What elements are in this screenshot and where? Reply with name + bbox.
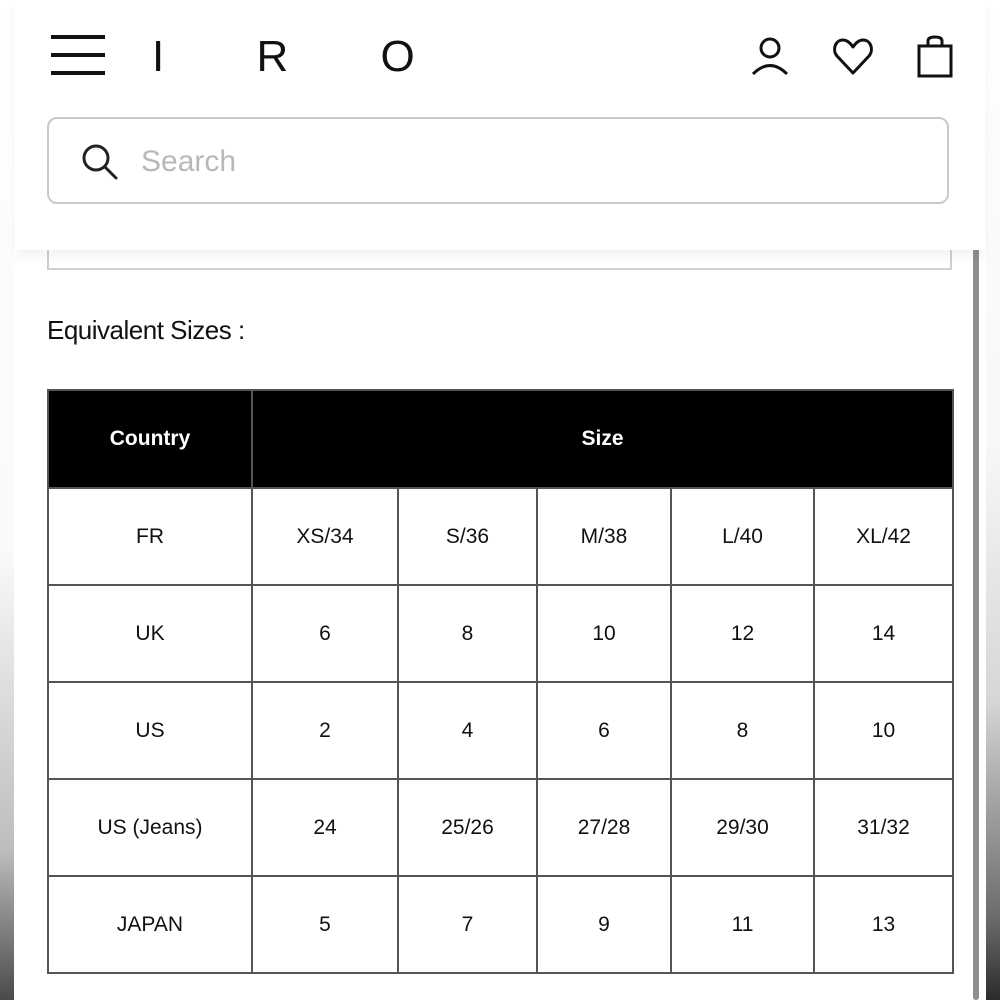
size-cell: L/40 bbox=[671, 488, 814, 585]
size-cell: 7 bbox=[398, 876, 537, 973]
size-cell: XL/42 bbox=[814, 488, 953, 585]
hamburger-menu-icon[interactable] bbox=[51, 35, 105, 77]
country-column-header: Country bbox=[48, 390, 252, 488]
size-cell: 29/30 bbox=[671, 779, 814, 876]
size-cell: 4 bbox=[398, 682, 537, 779]
size-cell: XS/34 bbox=[252, 488, 398, 585]
size-cell: S/36 bbox=[398, 488, 537, 585]
heart-icon[interactable] bbox=[831, 35, 875, 79]
country-cell: JAPAN bbox=[48, 876, 252, 973]
table-header-row bbox=[48, 390, 953, 488]
search-bar[interactable] bbox=[47, 117, 949, 204]
country-cell: UK bbox=[48, 585, 252, 682]
shopping-bag-icon[interactable] bbox=[913, 35, 957, 79]
size-cell: 12 bbox=[671, 585, 814, 682]
size-cell: 24 bbox=[252, 779, 398, 876]
size-cell: 13 bbox=[814, 876, 953, 973]
table-row bbox=[48, 779, 953, 876]
size-cell: 9 bbox=[537, 876, 671, 973]
search-input[interactable] bbox=[139, 137, 903, 187]
size-table bbox=[47, 389, 954, 974]
search-icon[interactable] bbox=[81, 143, 121, 183]
size-cell: 6 bbox=[252, 585, 398, 682]
country-cell: US (Jeans) bbox=[48, 779, 252, 876]
country-cell: US bbox=[48, 682, 252, 779]
size-cell: 11 bbox=[671, 876, 814, 973]
table-row bbox=[48, 488, 953, 585]
table-row bbox=[48, 876, 953, 973]
size-cell: 2 bbox=[252, 682, 398, 779]
size-cell: 14 bbox=[814, 585, 953, 682]
country-cell: FR bbox=[48, 488, 252, 585]
size-cell: 31/32 bbox=[814, 779, 953, 876]
equivalent-sizes-label: Equivalent Sizes : bbox=[47, 315, 245, 345]
scrollbar[interactable] bbox=[973, 195, 979, 1000]
size-cell: 8 bbox=[671, 682, 814, 779]
user-icon[interactable] bbox=[748, 35, 792, 79]
size-cell: M/38 bbox=[537, 488, 671, 585]
table-row bbox=[48, 585, 953, 682]
table-row bbox=[48, 682, 953, 779]
screen-edge-left bbox=[0, 0, 14, 1000]
size-cell: 27/28 bbox=[537, 779, 671, 876]
size-column-header: Size bbox=[252, 390, 953, 488]
size-cell: 8 bbox=[398, 585, 537, 682]
size-cell: 5 bbox=[252, 876, 398, 973]
logo[interactable]: I R O bbox=[152, 32, 455, 81]
size-cell: 10 bbox=[537, 585, 671, 682]
size-cell: 10 bbox=[814, 682, 953, 779]
size-cell: 6 bbox=[537, 682, 671, 779]
size-cell: 25/26 bbox=[398, 779, 537, 876]
site-header bbox=[15, 0, 985, 250]
screen-edge-right bbox=[986, 0, 1000, 1000]
